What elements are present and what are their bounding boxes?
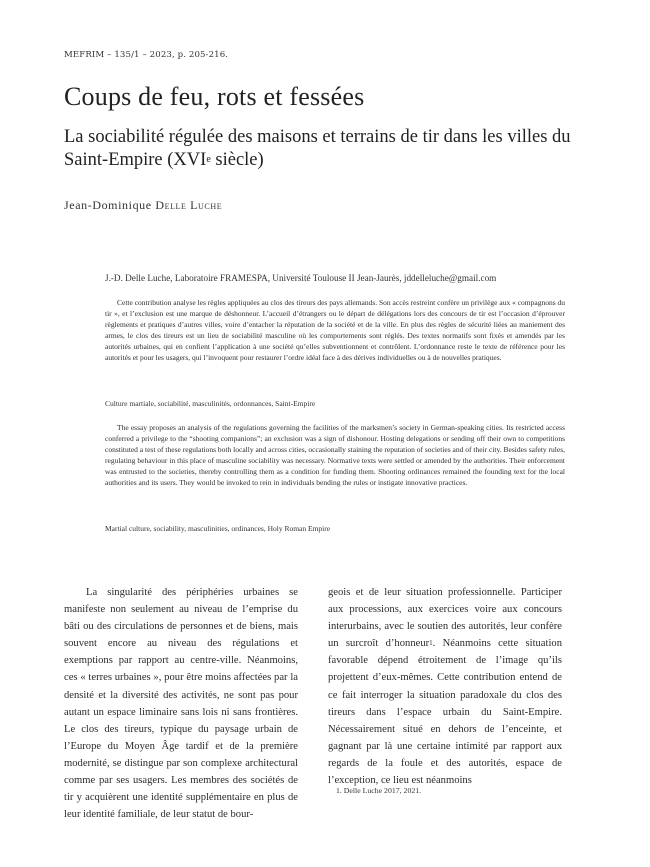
article-subtitle <box>64 126 604 172</box>
abstract-french: Cette contribution analyse les règles appliquées au clos des tireurs des pays allemands. Son accès restreint confère un privilège aux « compagnons du tir », et l’exclusion est une marque de déshonneur. L’accueil d’étrangers ou le départ de délégations lors des concours de tir est l’occasion d’éprouver règlements et pratiques d’autres villes, voire d’entacher la réputation de la société et de la ville. En plus des règles de sécurité liées au maniement des armes, le clos des tireurs est un lieu de sociabilité masculine où les comportements sont réglés. Des textes normatifs sont fixés et amendés par les autorités urbaines, qui en confient l’application à une société qu’elles subventionnent et contrôlent. L’ordonnance reste le texte de référence pour les autorités et pour les usagers, qui l’invoquent pour restaurer l’ordre idéal face à des dérives individuelles ou à de nouvelles pratiques. <box>105 298 565 363</box>
author-affiliation: J.-D. Delle Luche, Laboratoire FRAMESPA, Université Toulouse II Jean-Jaurès, jddelleluche@gmail.com <box>105 273 497 283</box>
journal-reference: MEFRIM – 135/1 – 2023, p. 205-216. <box>64 50 229 60</box>
keywords-french: Culture martiale, sociabilité, masculinités, ordonnances, Saint-Empire <box>105 399 316 408</box>
article-title: Coups de feu, rots et fessées <box>64 82 365 111</box>
footnote-marker[interactable]: 1 <box>429 639 433 648</box>
author-last-name: Delle Luche <box>155 198 223 212</box>
footnote: 1. Delle Luche 2017, 2021. <box>336 786 422 795</box>
author-name <box>64 198 222 213</box>
author-first-name: Jean-Dominique <box>64 198 156 212</box>
subtitle-superscript: e <box>206 154 211 165</box>
body-left-column: La singularité des périphéries urbaines se manifeste non seulement au niveau de l’emprise du bâti ou des circulations de personnes et de biens, mais souvent encore au niveau des régulations et exemptions par rapport au centre-ville. Néanmoins, ces « terres urbaines », pour être moins affectées par la densité et la diversité des activités, ne sont pas pour autant un espace liminaire sans lois ni sans frontières. Le clos des tireurs, typique du paysage urbain de l’Europe du Moyen Âge tardif et de la première modernité, se distingue par son complexe architectural comme par ses usagers. Les membres des sociétés de tir y acquièrent une identité supplémentaire en plus de leur identité familiale, de leur statut de bour- <box>64 587 298 821</box>
body-right-text-b: . Néanmoins cette situation favorable dépend étroitement de l’image qu’ils projettent d’eux-mêmes. Cette contribution entend de ce fait interroger la situation paradoxale du clos des tireurs dans l’espace urbain du Saint-Empire. Nécessairement situé en dehors de l’enceinte, et gagnant par là une certaine intimité par rapport aux regards de la foule et des autorités, espace de l’exception, ce lieu est néanmoins <box>328 638 562 787</box>
abstract-english: The essay proposes an analysis of the regulations governing the facilities of the marksmen’s society in German-speaking cities. Its restricted access conferred a privilege to the “shooting companions”; an exclusion was a sign of dishonour. Hosting delegations or sending off their own to competitions constituted a test of these regulations both locally and across cities, occasionally staining the reputation of societies and of their city. Besides safety rules, regulating behaviour in this place of masculine sociability was necessary. Normative texts were settled or amended by the authorities. Their enforcement was entrusted to the societies, thereby controlling them as a condition for funding them. Shooting ordinances remained the founding text for the local authorities and its users. They would be invoked to rein in individuals bending the rules or instigate innovative practices. <box>105 423 565 488</box>
body-right-column <box>328 584 562 789</box>
body-right-text-a: geois et de leur situation professionnelle. Participer aux processions, aux exercices voire aux concours interurbains, avec le soutien des autorités, leur confère un surcroît d’honneur <box>328 587 562 650</box>
subtitle-text: La sociabilité régulée des maisons et terrains de tir dans les villes du Saint-Empire (XVI <box>64 127 571 170</box>
keywords-english: Martial culture, sociability, masculinities, ordinances, Holy Roman Empire <box>105 524 331 533</box>
subtitle-end: siècle) <box>210 150 264 170</box>
